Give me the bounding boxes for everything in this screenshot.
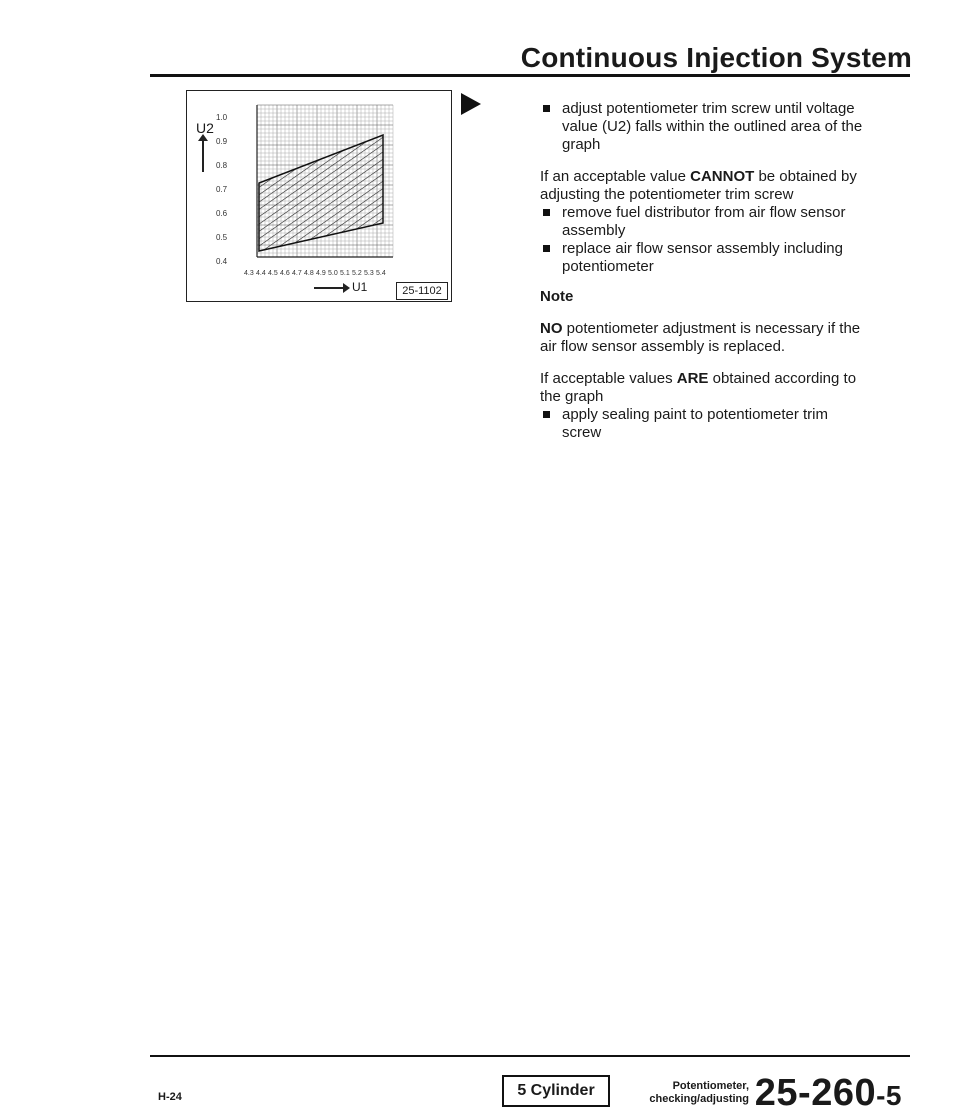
bullet-adjust: adjust potentiometer trim screw until voltage value (U2) falls within the outlined area of the graph (540, 100, 870, 154)
section-description (621, 1080, 749, 1106)
x-tick: 5.4 (376, 270, 386, 277)
u2-axis-label: U2 (196, 120, 214, 136)
y-tick: 0.9 (216, 137, 228, 146)
section-code-suffix: -5 (876, 1080, 902, 1111)
paragraph-are (540, 370, 870, 406)
paragraph-cannot-bold: CANNOT (690, 168, 755, 185)
engine-type-box: 5 Cylinder (502, 1075, 610, 1107)
page-reference: H-24 (158, 1091, 182, 1103)
header-rule (150, 74, 910, 77)
page-title: Continuous Injection System (520, 42, 912, 73)
y-tick: 0.6 (216, 209, 228, 218)
x-tick: 5.2 (352, 270, 362, 277)
x-tick: 5.3 (364, 270, 374, 277)
footer-rule (150, 1055, 910, 1057)
y-tick: 0.5 (216, 233, 228, 242)
x-tick: 4.7 (292, 270, 302, 277)
bullet-remove: remove fuel distributor from air flow sensor assembly (540, 204, 870, 240)
section-code-main: 25-260 (754, 1072, 877, 1114)
paragraph-are-bold: ARE (676, 370, 709, 387)
section-description-line2: checking/adjusting (649, 1093, 749, 1105)
x-tick: 4.6 (280, 270, 290, 277)
u2-arrow-icon (202, 140, 204, 172)
y-tick: 1.0 (216, 113, 228, 122)
x-tick: 4.8 (304, 270, 314, 277)
y-tick: 0.4 (216, 257, 228, 266)
x-tick: 4.5 (268, 270, 278, 277)
section-code (755, 1072, 902, 1115)
y-tick: 0.7 (216, 185, 228, 194)
paragraph-cannot-post: be obtained by adjusting the potentiometer trim screw (540, 168, 857, 203)
note-heading: Note (540, 288, 574, 305)
x-tick: 5.0 (328, 270, 338, 277)
paragraph-cannot (540, 168, 870, 204)
x-tick: 4.4 (256, 270, 266, 277)
note-bold: NO (540, 320, 563, 337)
x-tick: 4.3 (244, 270, 254, 277)
x-tick: 5.1 (340, 270, 350, 277)
bullet-sealing: apply sealing paint to potentiometer trim screw (540, 406, 870, 442)
note-text (540, 320, 870, 356)
paragraph-are-pre: If acceptable values (540, 370, 677, 387)
pointer-triangle-icon (461, 93, 481, 115)
figure-code: 25-1102 (396, 282, 448, 300)
bullet-replace: replace air flow sensor assembly including potentiometer (540, 240, 870, 276)
paragraph-cannot-pre: If an acceptable value (540, 168, 691, 185)
x-tick: 4.9 (316, 270, 326, 277)
u1-axis-label: U1 (352, 280, 368, 294)
paragraph-are-post: obtained according to the graph (540, 370, 857, 405)
note-body: potentiometer adjustment is necessary if the air flow sensor assembly is replaced. (540, 320, 861, 355)
instructions-column (540, 100, 870, 442)
y-tick: 0.8 (216, 161, 228, 170)
u1-arrow-icon (314, 287, 348, 289)
section-description-line1: Potentiometer, (672, 1080, 749, 1092)
